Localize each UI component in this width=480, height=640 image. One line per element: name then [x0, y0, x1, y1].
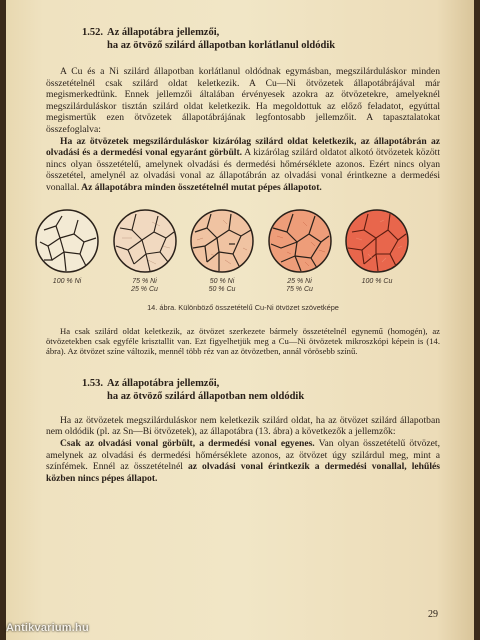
- paragraph-characteristics: [46, 438, 440, 484]
- paragraph-homogeneous: Ha csak szilárd oldat keletkezik, az ötvözet szerkezete bármely összetételnél egynemű (homogén), az ötvözetekben csak egyféle krisztallit van. Ezt figyelhetjük meg a Cu—Ni ötvözetek mikroszkópi képein is (14. ábra). Az ötvözet színe változik, mennél több réz van az ötvözetben, annál vörösebb színű.: [46, 325, 440, 357]
- small-text-block: [46, 326, 440, 357]
- figure-label-cu: 75 % Cu: [286, 286, 313, 294]
- microstructure-figures: [32, 208, 412, 295]
- bold-statement-1: Ha az ötvözetek megszilárduláskor kizárólag szilárd oldat keletkezik, az állapotábrán az olvadási és a dermedési vonal egyaránt görbült.: [46, 135, 440, 159]
- section-number: 1.53.: [82, 377, 103, 389]
- bold-statement-2: Az állapotábra minden összetételnél mutat pépes állapotot.: [79, 181, 322, 193]
- section-title-line2: ha az ötvöző szilárd állapotban nem oldódik: [107, 390, 305, 402]
- normal-text: A kizárólag szilárd oldatot alkotó ötvözetek között nincs olyan összetételű, amelynek olvadási és dermedési hőmérséklete azonos. Ezért nincs olyan összetétel, amelynél az olvadási vonal az állapotábrán az olvadási vonal érintkezne a dermedési vonallal.: [46, 147, 440, 193]
- figure-item: [187, 208, 257, 295]
- figure-label-ni: 75 % Ni: [132, 277, 157, 285]
- book-page: [6, 0, 474, 640]
- paragraph-summary: [46, 136, 440, 194]
- paragraph-no-solution: Ha az ötvözetek megszilárduláskor nem keletkezik szilárd oldat, ha az ötvözet szilárd állapotban nem oldódik (pl. az Sn—Bi ötvözetek), az állapotábra (13. ábra) a következők a jellemzők:: [46, 414, 440, 438]
- figure-item: [265, 208, 335, 295]
- micrograph-circle: [34, 208, 100, 274]
- normal-text: Van olyan összetételű ötvözet, amelynek az olvadási és dermedési hőmérséklete azonos, az ötvözet úgy szilárdul meg, mint a színfémek. Ennél az összetételnél: [46, 437, 440, 473]
- micrograph-circle: [112, 208, 178, 274]
- figure-label-ni: 25 % Ni: [287, 277, 312, 285]
- section-title-line2: ha az ötvöző szilárd állapotban korlátlanul oldódik: [107, 40, 336, 51]
- figure-label-cu: 50 % Cu: [208, 286, 236, 294]
- section-heading-1-53: [82, 377, 440, 403]
- bold-statement-2: az olvadási vonal érintkezik a dermedési vonallal, lehűlés közben nincs pépes állapot.: [46, 461, 440, 484]
- figure-caption: 14. ábra. Különböző összetételű Cu-Ni ötvözet szövetképe: [147, 302, 339, 312]
- paragraph-intro: A Cu és a Ni szilárd állapotban korlátlanul oldódnak egymásban, megszilárduláskor minden összetételnél csak szilárd oldat keletkezik. A Cu—Ni ötvözetek állapotábrájával már megismerkedtünk. Ennek jellemzői általában érvényesek azokra az ötvözetekre, amelyeknél megszilárduláskor tisztán szilárd oldat keletkezik. Ha megoldottuk az előző feladatot, egyúttal megismertük ezen ötvözetek állapotábrájának legfontosabb jellemzőit. A tapasztalatokat összefoglalva:: [46, 66, 440, 135]
- section-title-line1: Az állapotábra jellemzői,: [107, 377, 220, 389]
- figure-item: [342, 208, 412, 295]
- figure-label: 100 % Cu: [361, 277, 393, 285]
- micrograph-circle: [189, 208, 255, 274]
- figure-label-cu: 25 % Cu: [131, 286, 158, 294]
- section-heading-1-52: [82, 26, 440, 52]
- figure-item: [32, 208, 102, 295]
- watermark: Antikvarium.hu: [6, 622, 89, 634]
- section-number: 1.52.: [82, 27, 103, 38]
- page-number: 29: [428, 609, 438, 620]
- figure-label: 100 % Ni: [52, 277, 82, 285]
- micrograph-circle: [344, 208, 410, 274]
- micrograph-circle: [267, 208, 333, 274]
- figure-label-ni: 50 % Ni: [209, 277, 235, 285]
- bold-statement-1: Csak az olvadási vonal görbült, a dermedési vonal egyenes.: [60, 437, 315, 449]
- section-title-line1: Az állapotábra jellemzői,: [107, 27, 220, 38]
- figure-item: [110, 208, 180, 295]
